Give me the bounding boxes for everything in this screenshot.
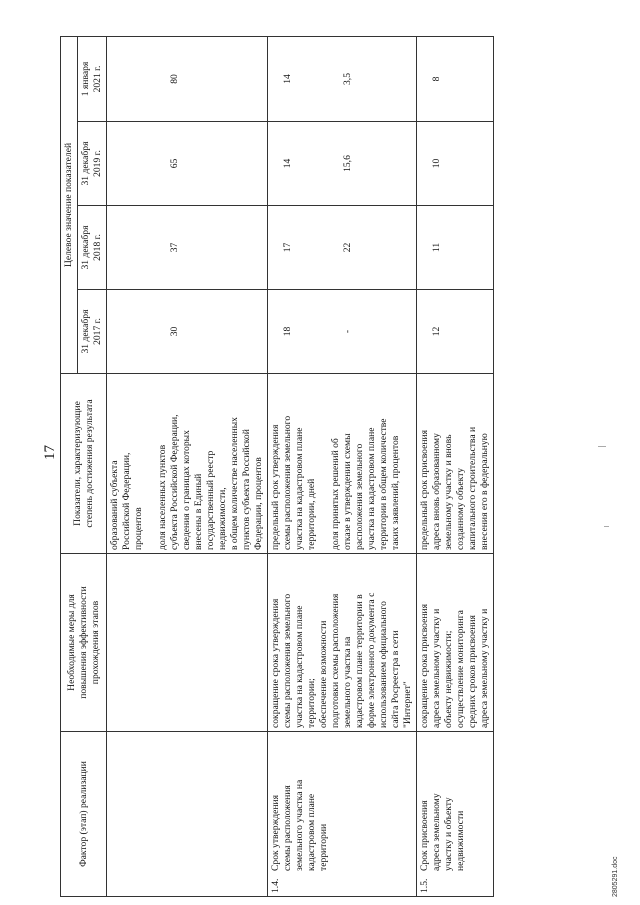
header-date-2019: 31 декабря 2019 г.: [78, 122, 107, 206]
target-value: -: [342, 329, 353, 334]
indicator-line: процентов: [133, 507, 144, 550]
target-value-cell: [268, 122, 417, 206]
indicator-line: Российской Федерации,: [121, 452, 132, 550]
target-value: 14: [282, 158, 293, 169]
measures-cell: [107, 554, 268, 732]
measures-cell: [268, 554, 417, 732]
table-body: [107, 36, 494, 896]
scan-mark: [598, 446, 606, 447]
page-number: 17: [42, 445, 58, 460]
factor-line: кадастровом плане: [306, 793, 317, 871]
target-value: 3,5: [342, 72, 353, 85]
indicator-line: участка на кадастровом плане: [366, 427, 377, 550]
measures-line: участка на кадастровом плане: [294, 605, 305, 728]
target-value-cell: [268, 206, 417, 290]
indicator-line: отказе в утверждении схемы: [342, 433, 353, 550]
target-value-cell: [417, 36, 494, 121]
target-value-cell: [107, 122, 268, 206]
indicator-line: схемы расположения земельного: [282, 415, 293, 550]
factor-line: схемы расположения: [282, 785, 293, 871]
factor-cell: [417, 732, 494, 897]
indicator-line: субъекта Российской Федерации,: [169, 414, 180, 550]
indicator-line: расположения земельного: [354, 443, 365, 550]
indicator-line: Федерации, процентов: [253, 457, 264, 550]
target-value: 11: [431, 242, 442, 253]
indicator-line: земельному участку и вновь: [443, 434, 454, 550]
target-value-cell: [107, 36, 268, 121]
factor-line: Срок утверждения: [270, 794, 281, 871]
header-indicators: Показатели, характеризующие степень достижения результата: [61, 374, 107, 554]
target-value: 22: [342, 242, 353, 253]
indicator-cell: [268, 374, 417, 554]
indicator-line: пунктов субъекта Российской: [241, 429, 252, 550]
measures-line: сокращение срока утверждения: [270, 598, 281, 728]
target-value: 37: [169, 242, 180, 253]
target-value-cell: [417, 290, 494, 374]
indicator-line: сведения о границах которых: [181, 430, 192, 550]
measures-line: адреса земельному участку и: [431, 608, 442, 728]
indicator-line: территории в общем количестве: [378, 418, 389, 550]
indicator-line: недвижимости,: [217, 487, 228, 550]
indicator-cell: [417, 374, 494, 554]
factor-cell: [107, 732, 268, 897]
targets-table: [60, 36, 494, 897]
target-value-cell: [417, 206, 494, 290]
indicator-line: таких заявлений, процентов: [390, 435, 401, 550]
header-factor: Фактор (этап) реализации: [61, 732, 107, 897]
measures-line: осуществление мониторинга: [455, 610, 466, 728]
measures-line: форме электронного документа с: [366, 592, 377, 728]
measures-cell: [417, 554, 494, 732]
measures-line: кадастровом плане территории в: [354, 594, 365, 728]
measures-line: "Интернет": [402, 681, 413, 728]
header-date-2018: 31 декабря 2018 г.: [78, 206, 107, 290]
measures-line: схемы расположения земельного: [282, 593, 293, 728]
target-value: 12: [431, 326, 442, 337]
target-value: [109, 40, 121, 118]
target-value: 30: [169, 326, 180, 337]
target-value-cell: [268, 290, 417, 374]
target-value: 10: [431, 158, 442, 169]
target-value: 14: [282, 74, 293, 84]
measures-line: средних сроков присвоения: [467, 615, 478, 728]
table-row: [268, 36, 417, 896]
target-value-cell: [107, 206, 268, 290]
header-date-2017: 31 декабря 2017 г.: [78, 290, 107, 374]
table-row: [417, 36, 494, 896]
target-value: [109, 293, 121, 370]
target-value-cell: [417, 122, 494, 206]
target-value: 15,6: [342, 155, 353, 172]
factor-line: земельного участка на: [294, 779, 305, 871]
target-value: 18: [282, 326, 293, 337]
indicator-line: предельный срок утверждения: [270, 424, 281, 550]
indicator-line: государственный реестр: [205, 450, 216, 550]
measures-line: обеспечение возможности: [318, 620, 329, 728]
indicator-line: внесены в Единый: [193, 473, 204, 550]
measures-line: сайта Росреестра в сети: [390, 630, 401, 728]
target-value: 8: [431, 76, 442, 82]
indicator-line: внесения его в федеральную: [479, 433, 490, 550]
measures-line: территории;: [306, 678, 317, 728]
indicator-line: доля населенных пунктов: [157, 444, 168, 550]
indicator-cell: [107, 374, 268, 554]
target-value: [109, 209, 121, 286]
factor-number: 1.4.: [270, 878, 281, 893]
target-value: 17: [282, 242, 293, 253]
factor-line: адреса земельному: [431, 793, 442, 871]
target-value: 80: [169, 74, 180, 84]
measures-line: подготовки схемы расположения: [330, 593, 341, 728]
factor-number: 1.5.: [419, 878, 430, 893]
target-value-cell: [107, 290, 268, 374]
measures-line: сокращение срока присвоения: [419, 603, 430, 728]
factor-cell: [268, 732, 417, 897]
indicator-line: созданному объекту: [455, 467, 466, 550]
indicator-line: территории, дней: [306, 478, 317, 550]
factor-line: недвижимости: [455, 810, 466, 871]
measures-line: использованием официального: [378, 601, 389, 728]
target-value-cell: [268, 36, 417, 121]
scan-mark: [604, 526, 609, 527]
factor-line: участку и объекту: [443, 797, 454, 871]
measures-line: адреса земельному участку и: [479, 608, 490, 728]
header-date-2021: 1 января 2021 г.: [78, 36, 107, 121]
indicator-line: в общем количестве населенных: [229, 417, 240, 550]
indicator-line: адреса вновь образованному: [431, 433, 442, 550]
measures-line: объекту недвижимости;: [443, 630, 454, 728]
indicator-line: предельный срок присвоения: [419, 429, 430, 550]
indicator-line: образований субъекта: [109, 460, 120, 550]
factor-line: территории: [318, 823, 329, 871]
target-value: 65: [169, 158, 180, 169]
factor-line: Срок присвоения: [419, 800, 430, 871]
target-value: [109, 125, 121, 202]
table-row: [107, 36, 268, 896]
indicator-line: капитального строительства и: [467, 426, 478, 550]
indicator-line: доля принятых решений об: [330, 438, 341, 550]
header-measures: Необходимые меры для повышения эффективности прохождения этапов: [61, 554, 107, 732]
indicator-line: участка на кадастровом плане: [294, 427, 305, 550]
measures-line: земельного участка на: [342, 636, 353, 728]
header-target-values: Целевое значение показателей: [61, 36, 78, 373]
document-id: 2805291.doc: [612, 856, 619, 897]
